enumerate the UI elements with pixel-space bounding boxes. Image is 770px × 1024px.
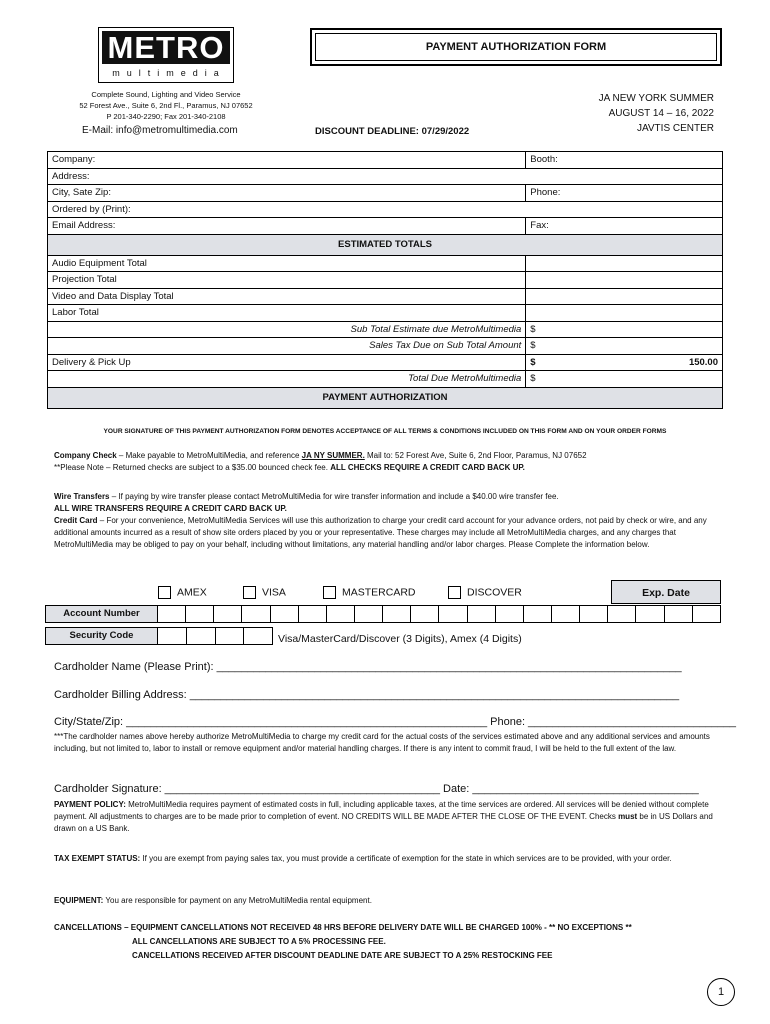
check-reference: JA NY SUMMER.: [301, 451, 365, 460]
tax-text: If you are exempt from paying sales tax, you must provide a certificate of exemption for the state in which services are to be provided, with your order.: [140, 854, 672, 863]
security-digit-box[interactable]: [186, 628, 215, 645]
digit-box[interactable]: [214, 606, 242, 623]
video-total-value[interactable]: [526, 288, 723, 305]
digit-box[interactable]: [186, 606, 214, 623]
form-title: PAYMENT AUTHORIZATION FORM: [315, 33, 717, 61]
city-field[interactable]: City, Sate Zip:: [48, 185, 526, 202]
wire-bold: ALL WIRE TRANSFERS REQUIRE A CREDIT CARD BACK UP.: [54, 504, 287, 513]
authorization-text: ***The cardholder names above hereby authorize MetroMultiMedia to charge my credit card for the actual costs of the services estimated above and any additional services and amounts including, but not limited to, labor to install or remove equipment and/or material handling charges. If there is any intent to commit fraud, I will be held to the full extent of the law.: [54, 732, 710, 753]
company-phone-fax: P 201-340-2290; Fax 201-340-2108: [106, 112, 226, 121]
discount-deadline: DISCOUNT DEADLINE: 07/29/2022: [315, 126, 470, 137]
equip-text: You are responsible for payment on any MetroMultiMedia rental equipment.: [103, 896, 372, 905]
logo-main: METRO: [102, 31, 230, 64]
acceptance-notice: YOUR SIGNATURE OF THIS PAYMENT AUTHORIZATION FORM DENOTES ACCEPTANCE OF ALL TERMS & CONDITIONS INCLUDED ON THIS FORM AND ON YOUR ORDER FORMS: [103, 428, 667, 435]
dollar-sign: $: [530, 340, 536, 352]
event-info: [599, 91, 714, 136]
city-state-phone-field[interactable]: City/State/Zip: ___________________________________________________________ Phone: __________________________________: [54, 716, 737, 728]
digit-box[interactable]: [551, 606, 579, 623]
check-text-2: Mail to: 52 Forest Ave, Suite 6, 2nd Floor, Paramus, NJ 07652: [364, 451, 587, 460]
company-check-section: [54, 450, 720, 474]
email-label: E-Mail:: [82, 125, 114, 136]
checkbox-icon[interactable]: [448, 586, 461, 599]
company-tagline: Complete Sound, Lighting and Video Service: [91, 90, 241, 99]
exp-box[interactable]: [664, 606, 692, 623]
security-code-label: Security Code: [46, 628, 158, 645]
total-due-label: Total Due MetroMultimedia: [48, 371, 526, 388]
equipment-note: [54, 895, 720, 907]
wire-text: – If paying by wire transfer please contact MetroMultiMedia for wire transfer information and include a $40.00 wire transfer fee.: [109, 492, 559, 501]
account-number-table: [45, 605, 721, 623]
address-field[interactable]: Address:: [48, 168, 723, 185]
fax-field[interactable]: Fax:: [526, 218, 723, 235]
discover-option[interactable]: [448, 586, 522, 599]
sales-tax-value[interactable]: [526, 338, 723, 355]
check-label: Company Check: [54, 451, 117, 460]
exp-date-label: Exp. Date: [611, 580, 721, 604]
digit-box[interactable]: [411, 606, 439, 623]
event-name: JA NEW YORK SUMMER: [598, 93, 714, 104]
checkbox-icon[interactable]: [323, 586, 336, 599]
wire-credit-section: [54, 491, 720, 551]
order-info-table: [47, 151, 723, 409]
visa-option[interactable]: [243, 586, 286, 599]
audio-total-value[interactable]: [526, 255, 723, 272]
email-field[interactable]: Email Address:: [48, 218, 526, 235]
exp-box[interactable]: [608, 606, 636, 623]
digit-box[interactable]: [523, 606, 551, 623]
projection-total-value[interactable]: [526, 272, 723, 289]
total-due-value[interactable]: [526, 371, 723, 388]
security-digit-box[interactable]: [215, 628, 244, 645]
exp-box[interactable]: [692, 606, 720, 623]
policy-text: MetroMultiMedia requires payment of estimated costs in full, including applicable taxes, at the time services are ordered. All services will be denied without complete payment. All adjustments to charges are to be made prior to completion of event. NO CREDITS WILL BE MADE AFTER THE CLOSE OF THE EVENT. Checks: [54, 800, 709, 821]
amex-label: AMEX: [177, 586, 207, 599]
billing-address-field[interactable]: Cardholder Billing Address: ________________________________________________________________________________: [54, 689, 680, 701]
check-note: **Please Note – Returned checks are subject to a $35.00 bounced check fee.: [54, 463, 331, 472]
digit-box[interactable]: [495, 606, 523, 623]
mastercard-label: MASTERCARD: [342, 586, 416, 599]
company-field[interactable]: Company:: [48, 152, 526, 169]
digit-box[interactable]: [242, 606, 270, 623]
account-number-label: Account Number: [46, 606, 158, 623]
labor-total-value[interactable]: [526, 305, 723, 322]
projection-total-label: Projection Total: [48, 272, 526, 289]
dollar-sign: $: [530, 356, 536, 368]
equip-label: EQUIPMENT:: [54, 896, 104, 905]
policy-label: PAYMENT POLICY:: [54, 800, 126, 809]
payment-authorization-heading: PAYMENT AUTHORIZATION: [48, 387, 723, 408]
checkbox-icon[interactable]: [243, 586, 256, 599]
subtotal-value[interactable]: [526, 321, 723, 338]
digit-box[interactable]: [467, 606, 495, 623]
delivery-label: Delivery & Pick Up: [48, 354, 526, 371]
delivery-value: [526, 354, 723, 371]
phone-field[interactable]: Phone:: [526, 185, 723, 202]
company-address: 52 Forest Ave., Suite 6, 2nd Fl., Paramus, NJ 07652: [79, 101, 253, 110]
cardholder-name-field[interactable]: Cardholder Name (Please Print): ____________________________________________________________________________: [54, 661, 682, 673]
cancellation-2: ALL CANCELLATIONS ARE SUBJECT TO A 5% PROCESSING FEE.: [132, 937, 386, 946]
payment-policy: [54, 799, 720, 835]
mastercard-option[interactable]: [323, 586, 416, 599]
company-email: info@metromultimedia.com: [115, 125, 238, 136]
metro-logo: [98, 27, 234, 83]
video-total-label: Video and Data Display Total: [48, 288, 526, 305]
security-code-table: [45, 627, 273, 645]
policy-text-2: be in US Dollars and drawn on a US Bank.: [54, 812, 713, 833]
cc-label: Credit Card: [54, 516, 98, 525]
logo-sub: multimedia: [112, 68, 226, 78]
policy-must: must: [618, 812, 638, 821]
digit-box[interactable]: [158, 606, 186, 623]
amex-option[interactable]: [158, 586, 207, 599]
cancellation-3: CANCELLATIONS RECEIVED AFTER DISCOUNT DEADLINE DATE ARE SUBJECT TO A 25% RESTOCKING FEE: [132, 951, 553, 960]
digit-box[interactable]: [270, 606, 298, 623]
discover-label: DISCOVER: [467, 586, 522, 599]
exp-box[interactable]: [636, 606, 664, 623]
digit-box[interactable]: [298, 606, 326, 623]
security-digit-box[interactable]: [158, 628, 187, 645]
digit-box[interactable]: [354, 606, 382, 623]
check-text-1: – Make payable to MetroMultiMedia, and reference: [116, 451, 302, 460]
delivery-amount: 150.00: [688, 356, 718, 368]
checkbox-icon[interactable]: [158, 586, 171, 599]
wire-label: Wire Transfers: [54, 492, 110, 501]
booth-field[interactable]: Booth:: [526, 152, 723, 169]
digit-box[interactable]: [326, 606, 354, 623]
subtotal-label: Sub Total Estimate due MetroMultimedia: [48, 321, 526, 338]
sales-tax-label: Sales Tax Due on Sub Total Amount: [48, 338, 526, 355]
ordered-by-field[interactable]: Ordered by (Print):: [48, 201, 723, 218]
digit-box[interactable]: [439, 606, 467, 623]
security-code-hint: Visa/MasterCard/Discover (3 Digits), Amex (4 Digits): [278, 633, 522, 645]
form-title-box: [310, 28, 722, 66]
company-email-line: [82, 125, 238, 136]
tax-exempt-status: [54, 853, 720, 865]
visa-label: VISA: [262, 586, 286, 599]
tax-label: TAX EXEMPT STATUS:: [54, 854, 141, 863]
digit-box[interactable]: [383, 606, 411, 623]
company-info: [60, 89, 272, 122]
dollar-sign: $: [530, 323, 536, 335]
event-venue: JAVTIS CENTER: [636, 123, 714, 134]
digit-box[interactable]: [580, 606, 608, 623]
cc-text: – For your convenience, MetroMultiMedia Services will use this authorization to charge your credit card account for your advance orders, not paid by check or wire, and any additional amounts incurred as a result of show site orders placed by you or your representative. These charges may include all MetroMultiMedia charges, and any charges that MetroMultiMedia may be obliged to pay on your behalf, including without limitations, any material handling and/or labor charges. Please Complete the information below.: [54, 516, 707, 549]
event-dates: AUGUST 14 – 16, 2022: [608, 108, 714, 119]
labor-total-label: Labor Total: [48, 305, 526, 322]
security-digit-box[interactable]: [244, 628, 273, 645]
cancellation-1: CANCELLATIONS – EQUIPMENT CANCELLATIONS NOT RECEIVED 48 HRS BEFORE DELIVERY DATE WILL BE CHARGED 100% - ** NO EXCEPTIONS **: [54, 923, 632, 932]
dollar-sign: $: [530, 373, 536, 385]
check-note-bold: ALL CHECKS REQUIRE A CREDIT CARD BACK UP.: [330, 463, 525, 472]
page-number: 1: [707, 978, 735, 1006]
estimated-totals-heading: ESTIMATED TOTALS: [48, 234, 723, 255]
audio-total-label: Audio Equipment Total: [48, 255, 526, 272]
signature-date-field[interactable]: Cardholder Signature: _____________________________________________ Date: _____________________________________: [54, 783, 699, 795]
